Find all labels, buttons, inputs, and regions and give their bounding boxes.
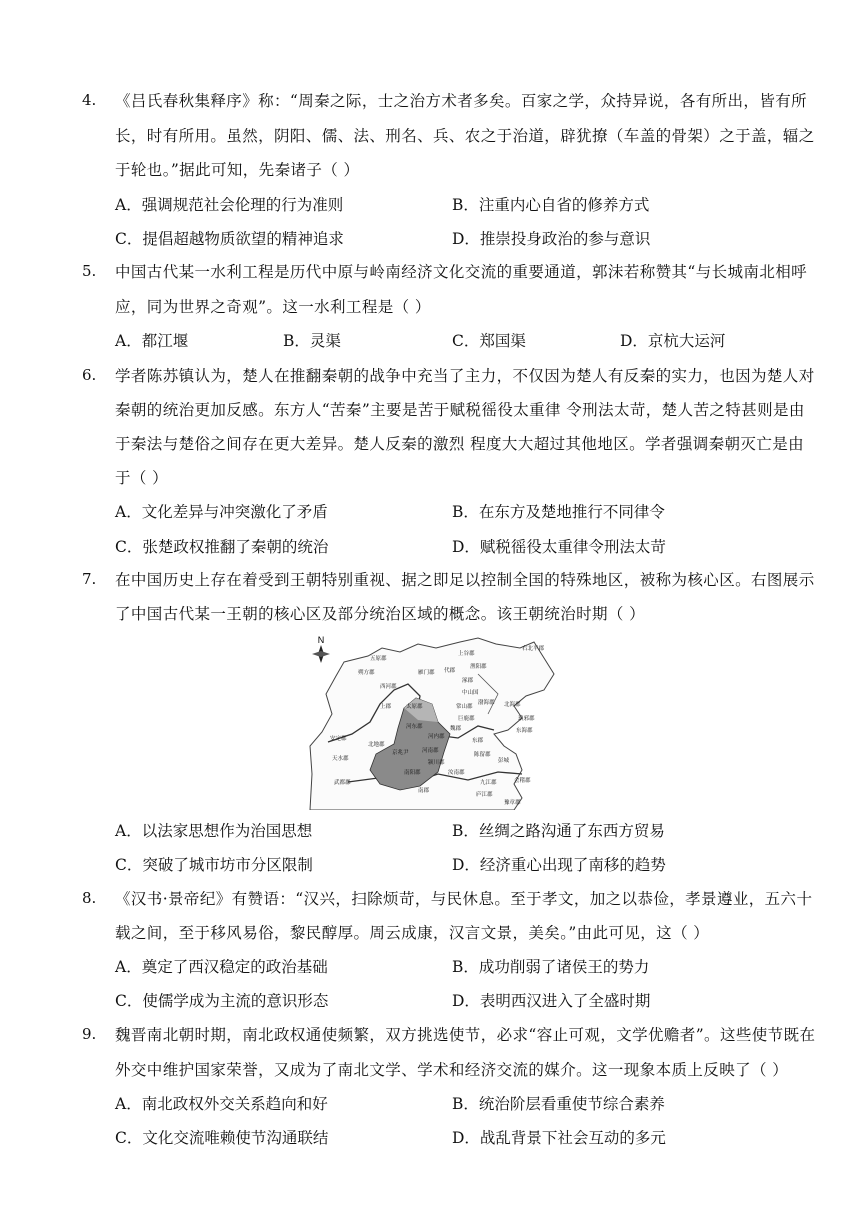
svg-text:河内郡: 河内郡 (428, 734, 445, 740)
svg-text:武都郡: 武都郡 (334, 780, 351, 786)
option-a[interactable]: A．都江堰 (115, 332, 189, 350)
question-text-line: 秦朝的统治更加反感。东方人“苦秦”主要是苦于赋税徭役太重律 令刑法太苛，楚人苦之特甚则是由 (115, 401, 805, 419)
svg-text:北地郡: 北地郡 (368, 742, 385, 748)
option-a[interactable]: A．文化差异与冲突激化了矛盾 (115, 503, 328, 521)
option-c[interactable]: C．文化交流唯赖使节沟通联结 (115, 1129, 329, 1147)
question-text-line: 中国古代某一水利工程是历代中原与岭南经济文化交流的重要通道，郭沫若称赞其“与长城南北相呼 (115, 263, 808, 281)
svg-text:北海郡: 北海郡 (504, 702, 521, 708)
question-number: 6. (82, 366, 97, 384)
svg-text:中山国: 中山国 (462, 690, 479, 696)
svg-text:魏郡: 魏郡 (450, 726, 462, 732)
svg-text:代郡: 代郡 (444, 668, 456, 674)
option-c[interactable]: C．张楚政权推翻了秦朝的统治 (115, 538, 329, 556)
option-a[interactable]: A．强调规范社会伦理的行为准则 (115, 196, 344, 214)
svg-text:彭城: 彭城 (498, 758, 510, 764)
svg-text:西河郡: 西河郡 (380, 684, 397, 690)
svg-text:五原郡: 五原郡 (370, 656, 387, 662)
option-c[interactable]: C．郑国渠 (452, 332, 526, 350)
option-c[interactable]: C．使儒学成为主流的意识形态 (115, 992, 329, 1010)
svg-text:九江郡: 九江郡 (480, 780, 497, 786)
svg-text:东郡: 东郡 (472, 738, 484, 744)
option-b[interactable]: B．灵渠 (283, 332, 341, 350)
question-number: 4. (82, 91, 97, 109)
question-text-line: 应，同为世界之奇观”。这一水利工程是（ ） (115, 298, 431, 316)
question-text-line: 长，时有所用。虽然，阴阳、儒、法、刑名、兵、农之于治道，辟犹撩（车盖的骨架）之于盖，辐之 (115, 127, 815, 145)
option-c[interactable]: C．突破了城市坊市分区限制 (115, 856, 313, 874)
option-d[interactable]: D．表明西汉进入了全盛时期 (452, 992, 651, 1010)
question-text-line: 学者陈苏镇认为，楚人在推翻秦朝的战争中充当了主力，不仅因为楚人有反秦的实力，也因为楚人对 (115, 367, 815, 385)
svg-text:太原郡: 太原郡 (406, 704, 423, 710)
option-d[interactable]: D．经济重心出现了南移的趋势 (452, 856, 666, 874)
svg-text:上谷郡: 上谷郡 (458, 651, 475, 657)
question-text-line: 载之间，至于移风易俗，黎民醇厚。周云成康，汉言文景，美矣。”由此可见，这（ ） (115, 924, 710, 942)
svg-text:汝南郡: 汝南郡 (448, 770, 465, 776)
question-number: 9. (82, 1025, 97, 1043)
svg-text:南郡: 南郡 (418, 788, 430, 794)
option-b[interactable]: B．丝绸之路沟通了东西方贸易 (452, 822, 665, 840)
svg-text:颍川郡: 颍川郡 (428, 760, 445, 766)
question-text-line: 魏晋南北朝时期，南北政权通使频繁，双方挑选使节，必求“容止可观，文学优赡者”。这些使节既在 (115, 1026, 816, 1044)
option-d[interactable]: D．京杭大运河 (620, 332, 726, 350)
map-drawing (308, 634, 562, 810)
svg-text:N: N (317, 635, 325, 645)
svg-text:雁门郡: 雁门郡 (418, 670, 435, 676)
compass-icon (312, 635, 330, 663)
option-d[interactable]: D．战乱背景下社会互动的多元 (452, 1129, 666, 1147)
option-c[interactable]: C．提倡超越物质欲望的精神追求 (115, 230, 344, 248)
question-text-line: 在中国历史上存在着受到王朝特别重视、据之即足以控制全国的特殊地区，被称为核心区。右图展示 (115, 571, 815, 589)
svg-text:朔方郡: 朔方郡 (358, 670, 375, 676)
question-text-line: 于（ ） (115, 469, 169, 487)
svg-text:安定郡: 安定郡 (330, 736, 347, 742)
option-d[interactable]: D．赋税徭役太重律令刑法太苛 (452, 538, 666, 556)
question-text-line: 《吕氏春秋集释序》称：“周秦之际，士之治方术者多矣。百家之学，众持异说，各有所出，皆有所 (115, 92, 808, 110)
svg-text:南阳郡: 南阳郡 (404, 770, 421, 776)
svg-text:京兆尹: 京兆尹 (392, 750, 409, 756)
question-text-line: 《汉书·景帝纪》有赞语：“汉兴，扫除烦苛，与民休息。至于孝文，加之以恭俭，孝景遵业，五六十 (115, 890, 813, 908)
svg-text:上郡: 上郡 (380, 704, 392, 710)
svg-text:庐江郡: 庐江郡 (476, 792, 493, 798)
question-number: 8. (82, 889, 97, 907)
svg-text:会稽郡: 会稽郡 (514, 778, 531, 784)
question-text-line: 于轮也。”据此可知，先秦诸子（ ） (115, 161, 360, 179)
option-d[interactable]: D．推崇投身政治的参与意识 (452, 230, 651, 248)
svg-text:豫章郡: 豫章郡 (504, 800, 521, 806)
question-number: 7. (82, 570, 97, 588)
question-text-line: 于秦法与楚俗之间存在更大差异。楚人反秦的激烈 程度大大超过其他地区。学者强调秦朝灭亡是由 (115, 435, 805, 453)
svg-text:河东郡: 河东郡 (406, 724, 423, 730)
svg-text:常山郡: 常山郡 (456, 704, 473, 710)
svg-text:渔阳郡: 渔阳郡 (470, 664, 487, 670)
option-b[interactable]: B．统治阶层看重使节综合素养 (452, 1095, 665, 1113)
question-number: 5. (82, 262, 97, 280)
question-text-line: 外交中维护国家荣誉，又成为了南北文学、学术和经济交流的媒介。这一现象本质上反映了（ ） (115, 1061, 789, 1079)
svg-text:巨鹿郡: 巨鹿郡 (458, 716, 475, 722)
option-b[interactable]: B．在东方及楚地推行不同律令 (452, 503, 665, 521)
option-a[interactable]: A．以法家思想作为治国思想 (115, 822, 313, 840)
question-text-line: 了中国古代某一王朝的核心区及部分统治区域的概念。该王朝统治时期（ ） (115, 605, 646, 623)
svg-text:渤海郡: 渤海郡 (478, 700, 495, 706)
svg-text:琅邪郡: 琅邪郡 (518, 716, 535, 722)
svg-text:涿郡: 涿郡 (462, 678, 474, 684)
option-b[interactable]: B．成功削弱了诸侯王的势力 (452, 958, 650, 976)
option-a[interactable]: A．南北政权外交关系趋向和好 (115, 1095, 328, 1113)
svg-text:东海郡: 东海郡 (516, 728, 533, 734)
svg-text:陈留郡: 陈留郡 (474, 752, 491, 758)
option-a[interactable]: A．奠定了西汉稳定的政治基础 (115, 958, 328, 976)
svg-text:河南郡: 河南郡 (422, 748, 439, 754)
historical-map-figure (308, 634, 562, 810)
option-b[interactable]: B．注重内心自省的修养方式 (452, 196, 650, 214)
svg-text:天水郡: 天水郡 (332, 756, 349, 762)
svg-text:右北平郡: 右北平郡 (522, 646, 545, 652)
